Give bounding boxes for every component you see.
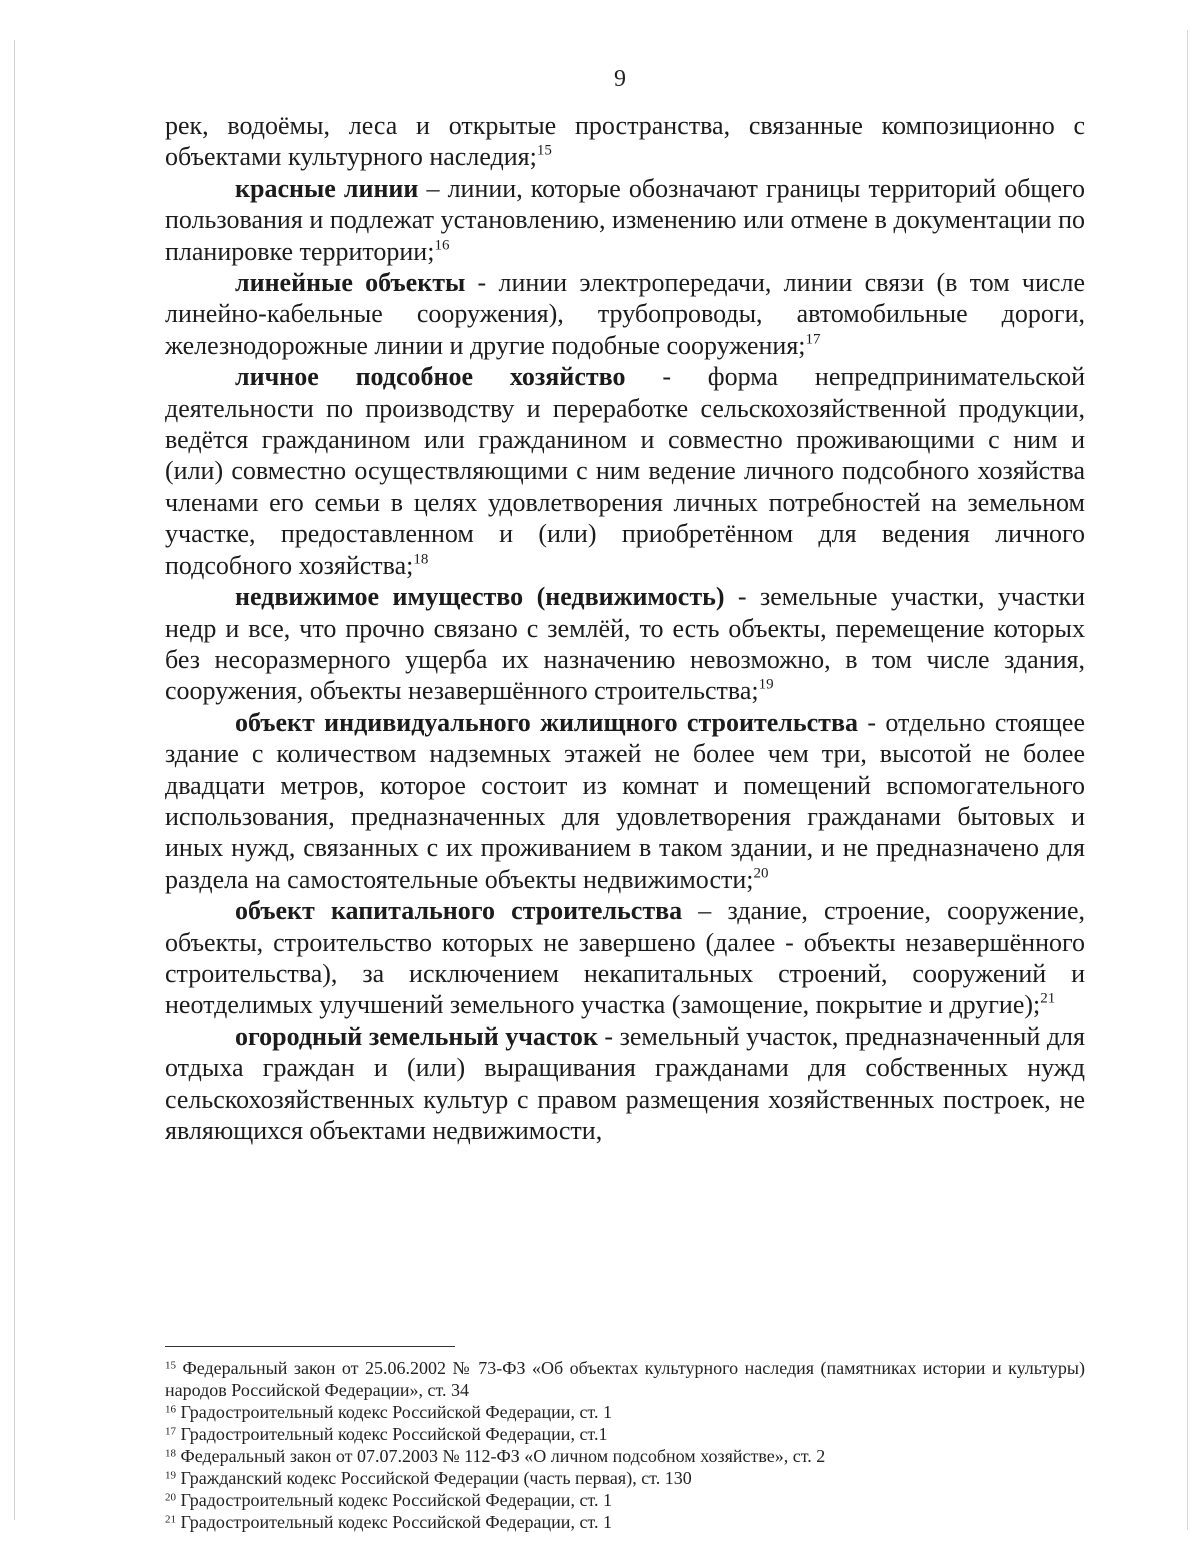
footnotes-section bbox=[165, 1346, 1085, 1533]
footnote-text: Градостроительный кодекс Российской Федерации, ст. 1 bbox=[180, 1402, 612, 1422]
definition-paragraph bbox=[165, 1021, 1085, 1147]
defined-term: недвижимое имущество (недвижимость) bbox=[235, 582, 725, 612]
definition-paragraph bbox=[165, 707, 1085, 895]
footnote-ref: 15 bbox=[536, 142, 552, 159]
footnote bbox=[165, 1401, 1085, 1423]
definition-text: – здание, строение, сооружение, объекты, строительство которых не завершено (далее - объекты незавершённого строительства), за исключением некапитальных строений, сооружений и неотделимых улучшений земельного участка (замощение, покрытие и другие); bbox=[165, 896, 1085, 1020]
defined-term: линейные объекты bbox=[235, 268, 466, 298]
footnote-ref: 19 bbox=[758, 676, 774, 693]
definition-paragraph bbox=[165, 267, 1085, 361]
footnote-text: Градостроительный кодекс Российской Федерации, ст.1 bbox=[180, 1424, 608, 1444]
footnote-text: Градостроительный кодекс Российской Федерации, ст. 1 bbox=[180, 1490, 612, 1510]
footnote bbox=[165, 1357, 1085, 1401]
defined-term: объект индивидуального жилищного строительства bbox=[235, 707, 858, 737]
page-number: 9 bbox=[614, 66, 626, 92]
defined-term: объект капитального строительства bbox=[235, 896, 683, 926]
definition-paragraph bbox=[165, 173, 1085, 267]
footnote-number: 19 bbox=[165, 1469, 176, 1482]
footnote-ref: 20 bbox=[753, 865, 769, 882]
definition-paragraph bbox=[165, 361, 1085, 581]
footnote-ref: 17 bbox=[805, 331, 821, 348]
defined-term: личное подсобное хозяйство bbox=[235, 362, 626, 392]
definition-text: - земельные участки, участки недр и все, что прочно связано с землёй, то есть объекты, перемещение которых без несоразмерного ущерба их назначению невозможно, в том числе здания, сооружения, объекты незавершённого строительства; bbox=[165, 582, 1085, 706]
footnote-ref: 21 bbox=[1040, 990, 1056, 1007]
footnote-ref: 18 bbox=[413, 551, 429, 568]
footnote-number: 17 bbox=[165, 1425, 176, 1438]
defined-term: красные линии bbox=[235, 173, 419, 203]
footnote bbox=[165, 1511, 1085, 1533]
definition-text: - земельный участок, предназначенный для отдыха граждан и (или) выращивания гражданами для собственных нужд сельскохозяйственных культур с правом размещения хозяйственных построек, не являющихся объектами недвижимости, bbox=[165, 1021, 1085, 1145]
definition-text: - линии электропередачи, линии связи (в том числе линейно-кабельные сооружения), трубопроводы, автомобильные дороги, железнодорожные линии и другие подобные сооружения; bbox=[165, 268, 1085, 360]
footnote-text: Федеральный закон от 07.07.2003 № 112-ФЗ «О личном подсобном хозяйстве», ст. 2 bbox=[180, 1446, 826, 1466]
footnote-ref: 16 bbox=[434, 237, 450, 254]
definition-text: - форма непредпринимательской деятельности по производству и переработке сельскохозяйственной продукции, ведётся гражданином или гражданином и совместно проживающими с ним и (или) совместно осуществляющими с ним ведение личного подсобного хозяйства членами его семьи в целях удовлетворения личных потребностей на земельном участке, предоставленном и (или) приобретённом для ведения личного подсобного хозяйства; bbox=[165, 362, 1085, 580]
footnote bbox=[165, 1489, 1085, 1511]
definition-text: - отдельно стоящее здание с количеством надземных этажей не более чем три, высотой не более двадцати метров, которое состоит из комнат и помещений вспомогательного использования, предназначенных для удовлетворения гражданами бытовых и иных нужд, связанных с их проживанием в таком здании, и не предназначено для раздела на самостоятельные объекты недвижимости; bbox=[165, 707, 1085, 894]
footnote-number: 21 bbox=[165, 1513, 176, 1526]
footnote-number: 18 bbox=[165, 1447, 176, 1460]
footnote bbox=[165, 1423, 1085, 1445]
footnote-separator bbox=[165, 1346, 455, 1347]
footnote-text: Градостроительный кодекс Российской Федерации, ст. 1 bbox=[180, 1512, 612, 1532]
body-text bbox=[165, 110, 1085, 1146]
definition-text: – линии, которые обозначают границы территорий общего пользования и подлежат установлению, изменению или отмене в документации по планировке территории; bbox=[165, 173, 1086, 266]
footnote-text: Федеральный закон от 25.06.2002 № 73-ФЗ «Об объектах культурного наследия (памятниках истории и культуры) народов Российской Федерации», ст. 34 bbox=[165, 1358, 1086, 1400]
footnote bbox=[165, 1467, 1085, 1489]
footnote-text: Гражданский кодекс Российской Федерации (часть первая), ст. 130 bbox=[180, 1468, 692, 1488]
footnote-number: 20 bbox=[165, 1491, 176, 1504]
footnote bbox=[165, 1445, 1085, 1467]
paragraph-continuation bbox=[165, 110, 1085, 173]
footnote-number: 15 bbox=[165, 1359, 176, 1372]
definition-paragraph bbox=[165, 895, 1085, 1021]
definition-paragraph bbox=[165, 581, 1085, 707]
scan-edge-left bbox=[14, 40, 15, 1520]
footnote-number: 16 bbox=[165, 1403, 176, 1416]
scan-edge-right bbox=[1187, 30, 1188, 1530]
defined-term: огородный земельный участок bbox=[235, 1021, 598, 1051]
paragraph-text: рек, водоёмы, леса и открытые пространства, связанные композиционно с объектами культурного наследия; bbox=[165, 111, 1085, 172]
